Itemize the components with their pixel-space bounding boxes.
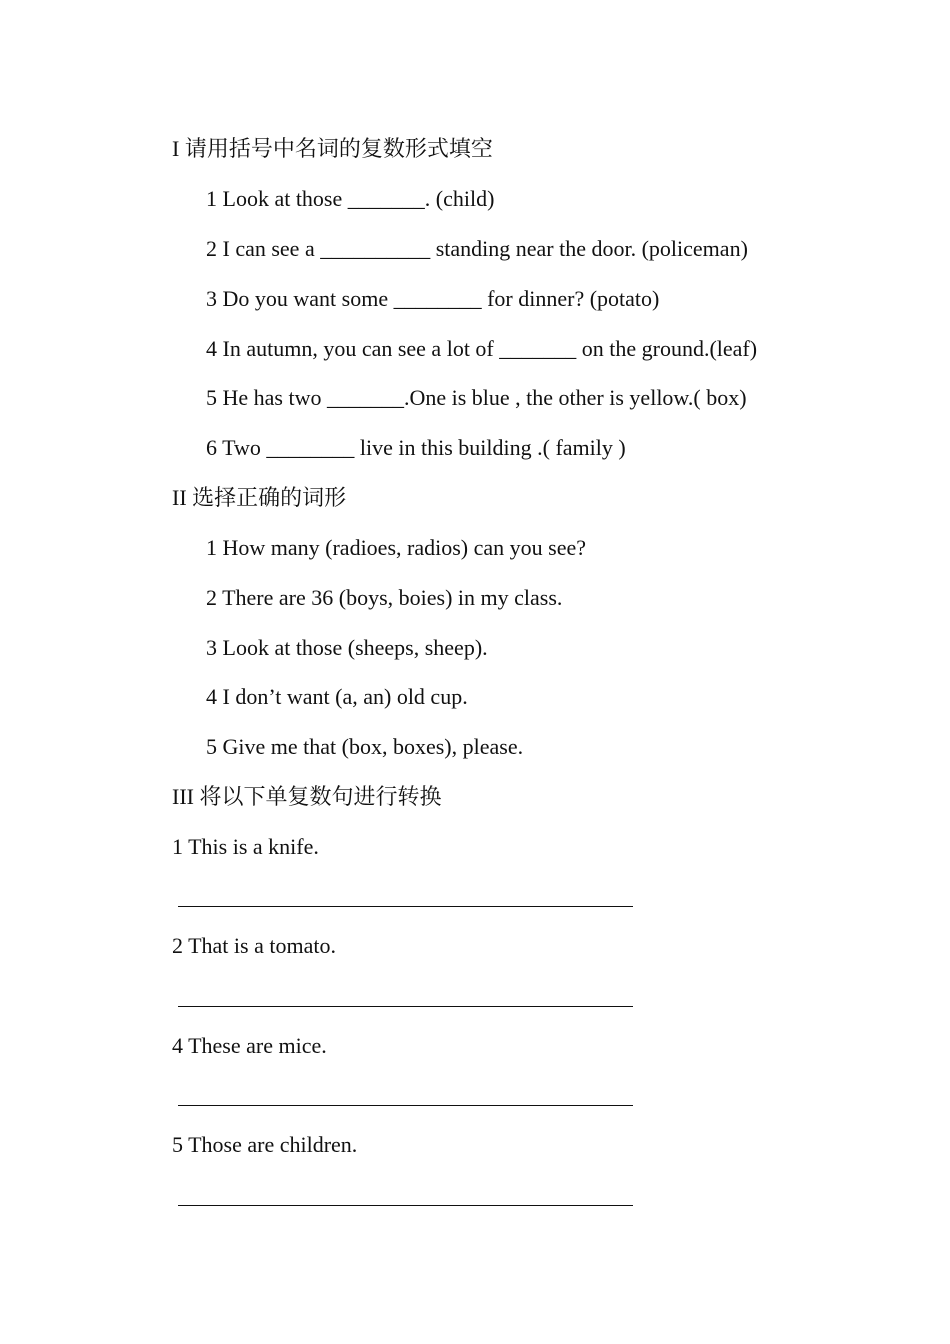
section-3-item-2: 2 That is a tomato. [172, 933, 336, 958]
section-2-item-4: 4 I don’t want (a, an) old cup. [206, 684, 468, 709]
section-2-item-5: 5 Give me that (box, boxes), please. [206, 734, 524, 759]
section-3-item-3: 4 These are mice. [172, 1033, 327, 1058]
section-1-item-5: 5 He has two _______.One is blue , the other is yellow.( box) [206, 385, 747, 410]
answer-line-4[interactable] [178, 1205, 633, 1206]
section-3-item-1: 1 This is a knife. [172, 834, 319, 859]
section-1-item-1: 1 Look at those _______. (child) [206, 186, 495, 211]
section-2-item-2: 2 There are 36 (boys, boies) in my class. [206, 585, 563, 610]
section-3-heading: III 将以下单复数句进行转换 [172, 784, 442, 809]
section-1-heading: I 请用括号中名词的复数形式填空 [172, 136, 493, 161]
section-1-item-4: 4 In autumn, you can see a lot of _______ on the ground.(leaf) [206, 336, 758, 361]
answer-line-2[interactable] [178, 1006, 633, 1007]
section-3-item-4: 5 Those are children. [172, 1132, 358, 1157]
section-2-item-1: 1 How many (radioes, radios) can you see? [206, 535, 586, 560]
section-1-item-2: 2 I can see a __________ standing near the door. (policeman) [206, 236, 748, 261]
section-1-item-6: 6 Two ________ live in this building .( family ) [206, 435, 626, 460]
section-1-item-3: 3 Do you want some ________ for dinner? (potato) [206, 286, 660, 311]
section-2-heading: II 选择正确的词形 [172, 485, 347, 510]
section-2-item-3: 3 Look at those (sheeps, sheep). [206, 635, 488, 660]
answer-line-1[interactable] [178, 906, 633, 907]
answer-line-3[interactable] [178, 1105, 633, 1106]
